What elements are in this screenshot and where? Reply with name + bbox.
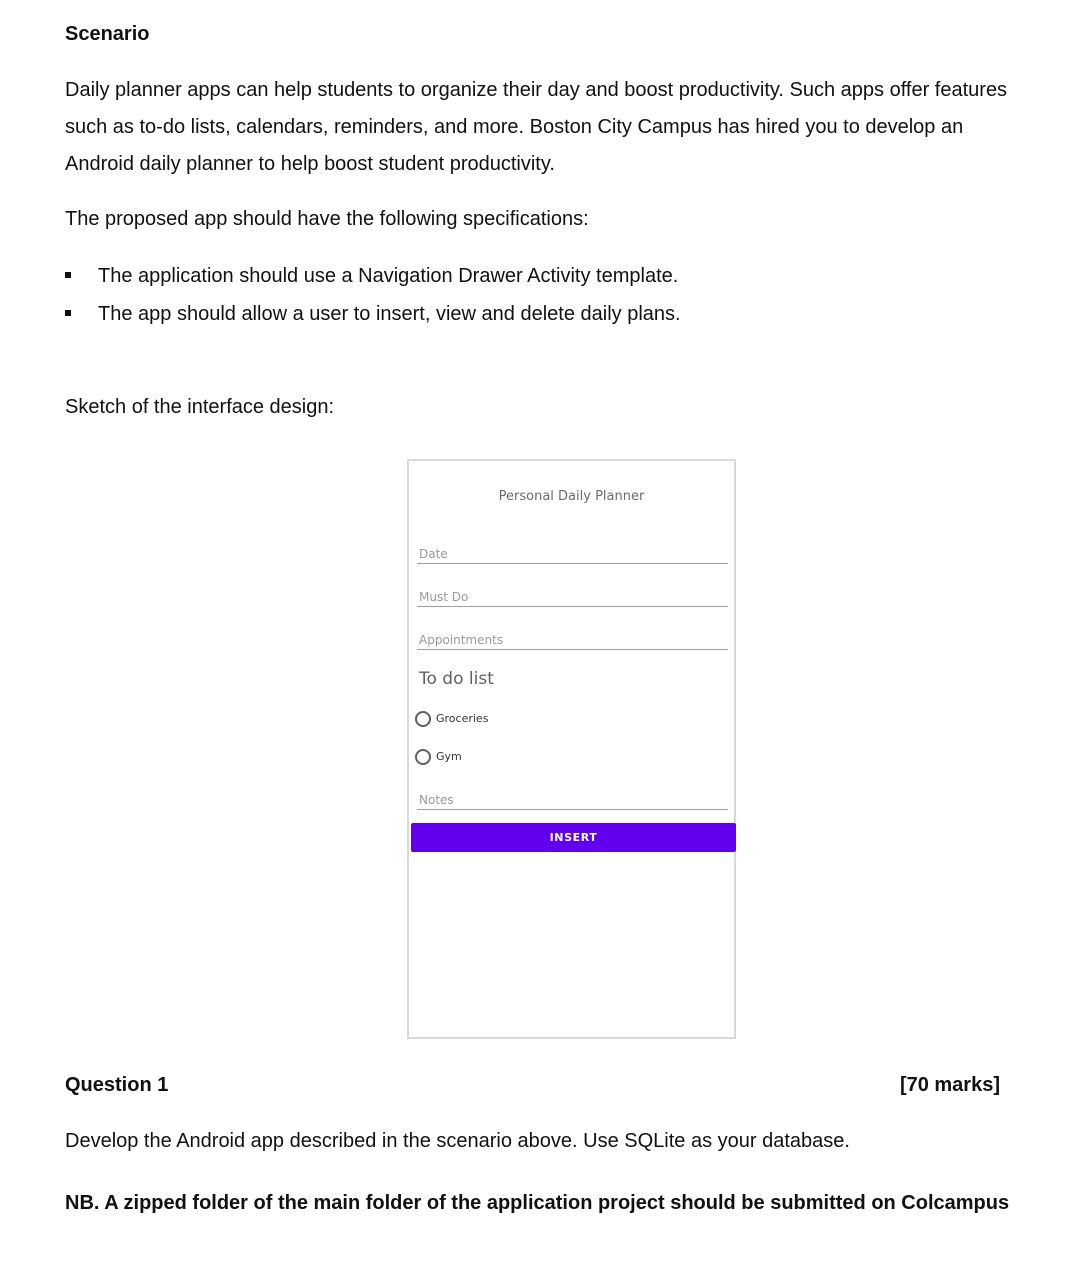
app-title: Personal Daily Planner: [498, 489, 645, 504]
scenario-heading: Scenario: [65, 23, 150, 45]
question-marks: [70 marks]: [899, 1074, 1000, 1096]
notes-field[interactable]: [417, 785, 728, 810]
date-field-hint: Date: [419, 547, 448, 561]
bullet-square-icon: [65, 272, 71, 278]
sketch-label: Sketch of the interface design:: [65, 396, 335, 418]
question-text: Develop the Android app described in the scenario above. Use SQLite as your database.: [65, 1130, 850, 1152]
question-title: Question 1: [65, 1074, 169, 1096]
appointments-field-hint: Appointments: [419, 633, 504, 647]
nb-note: NB. A zipped folder of the main folder of the application project should be submitted on Colcampus: [65, 1192, 1010, 1214]
insert-button[interactable]: INSERT: [411, 823, 736, 852]
todo-radio-groceries[interactable]: [415, 711, 535, 729]
todo-item-label: Gym: [436, 750, 462, 763]
spec-bullet: [65, 302, 1025, 326]
date-field[interactable]: [417, 539, 728, 564]
bullet-square-icon: [65, 310, 71, 316]
appointments-field[interactable]: [417, 625, 728, 650]
must-do-field[interactable]: [417, 582, 728, 607]
spec-intro: The proposed app should have the following specifications:: [65, 208, 589, 230]
todo-list-label: To do list: [419, 669, 494, 689]
radio-circle-icon: [415, 749, 431, 765]
notes-field-hint: Notes: [419, 793, 454, 807]
spec-bullet-text: The application should use a Navigation Drawer Activity template.: [98, 265, 679, 287]
spec-bullet-text: The app should allow a user to insert, view and delete daily plans.: [98, 303, 681, 325]
scenario-intro: Daily planner apps can help students to organize their day and boost productivity. Such apps offer features such as to-do lists, calendars, reminders, and more. Boston City Campus has hired you to develop an Android daily planner to help boost student productivity.: [65, 79, 1008, 175]
interface-sketch: [407, 459, 736, 1039]
radio-circle-icon: [415, 711, 431, 727]
spec-bullet: [65, 264, 1025, 288]
todo-item-label: Groceries: [436, 712, 489, 725]
todo-radio-gym[interactable]: [415, 749, 535, 767]
must-do-field-hint: Must Do: [419, 590, 469, 604]
